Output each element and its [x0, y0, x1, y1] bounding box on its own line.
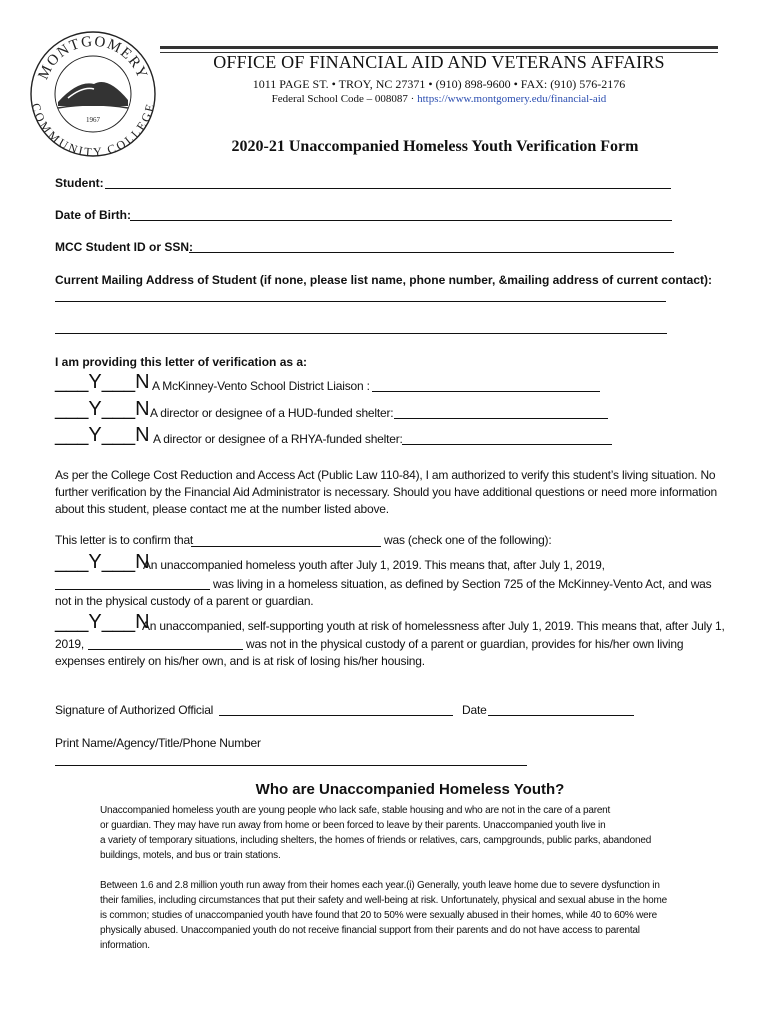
- option-1-line-3: not in the physical custody of a parent or guardian.: [55, 594, 314, 608]
- print-name-label: Print Name/Agency/Title/Phone Number: [55, 736, 261, 750]
- option-1-yn-marker[interactable]: ___Y___N: [55, 551, 150, 573]
- student-input-line[interactable]: [105, 188, 671, 189]
- info-p2-line-1: Between 1.6 and 2.8 million youth run away from their homes each year.(i) Generally, youth leave home due to severe dysfunction in: [100, 880, 660, 891]
- info-p1-line-4: buildings, motels, and bus or train stations.: [100, 850, 281, 861]
- option-2-line-2-suffix: was not in the physical custody of a parent or guardian, provides for his/her own living: [246, 637, 684, 651]
- info-heading: Who are Unaccompanied Homeless Youth?: [255, 781, 565, 798]
- dob-label: Date of Birth:: [55, 208, 131, 222]
- option-1-line-2: was living in a homeless situation, as defined by Section 725 of the McKinney-Vento Act, and was: [213, 577, 712, 591]
- school-code-line: [160, 93, 718, 105]
- option-1-student-line[interactable]: [55, 589, 210, 590]
- logo-bottom-text: COMMUNITY COLLEGE: [28, 101, 157, 158]
- dob-input-line[interactable]: [130, 220, 672, 221]
- confirm-student-line[interactable]: [191, 546, 381, 547]
- info-p2-line-2: their families, including circumstances that put their safety and well-being at risk. Unfortunately, physical and sexual abuse in the home: [100, 895, 667, 906]
- logo-top-text: MONTGOMERY: [35, 33, 151, 83]
- mailing-address-line-1[interactable]: [55, 301, 666, 302]
- college-logo: [28, 28, 158, 158]
- option-2-yn-marker[interactable]: ___Y___N: [55, 611, 150, 633]
- role-3-input-line[interactable]: [402, 444, 612, 445]
- office-address: 1011 PAGE ST. • TROY, NC 27371 • (910) 898-9600 • FAX: (910) 576-2176: [252, 77, 626, 91]
- role-3-yn-marker[interactable]: ___Y___N: [55, 424, 150, 446]
- role-2-yn-marker[interactable]: ___Y___N: [55, 398, 150, 420]
- info-p2-line-3: is common; studies of unaccompanied youth have found that 20 to 50% were sexually abused in their homes, while 40 to 60% were: [100, 910, 658, 921]
- header-rule-top: [160, 46, 718, 49]
- form-title: 2020-21 Unaccompanied Homeless Youth Verification Form: [231, 138, 639, 155]
- logo-year: 1967: [86, 116, 100, 124]
- role-1-label: A McKinney-Vento School District Liaison :: [152, 379, 370, 393]
- act-line-2: further verification by the Financial Aid Administrator is necessary. Should you have additional questions or need more information: [55, 485, 717, 499]
- student-label: Student:: [55, 176, 104, 190]
- info-p1-line-2: or guardian. They may have run away from home or been forced to leave by their parents. Unaccompanied youth live in: [100, 820, 606, 831]
- info-p2-line-4: physically abused. Unaccompanied youth do not receive financial support from their parents and do not have access to parental: [100, 925, 640, 936]
- option-2-line-1: An unaccompanied, self-supporting youth at risk of homelessness after July 1, 2019. This means that, after July 1,: [142, 619, 725, 633]
- role-1-yn-marker[interactable]: ___Y___N: [55, 371, 150, 393]
- option-2-line-2-prefix: 2019,: [55, 637, 85, 651]
- verification-intro: I am providing this letter of verification as a:: [55, 355, 308, 369]
- mcc-id-input-line[interactable]: [189, 252, 674, 253]
- role-1-input-line[interactable]: [372, 391, 600, 392]
- info-p1-line-1: Unaccompanied homeless youth are young people who lack safe, stable housing and who are not in the care of a parent: [100, 805, 611, 816]
- confirm-suffix: was (check one of the following):: [384, 533, 552, 547]
- role-3-label: A director or designee of a RHYA-funded shelter:: [153, 432, 403, 446]
- website-link[interactable]: https://www.montgomery.edu/financial-aid: [417, 93, 607, 105]
- act-paragraph: [55, 467, 745, 518]
- print-name-input-line[interactable]: [55, 765, 527, 766]
- option-1-line-1: An unaccompanied homeless youth after July 1, 2019. This means that, after July 1, 2019,: [143, 558, 605, 572]
- info-p2-line-5: information.: [100, 940, 150, 951]
- signature-label: Signature of Authorized Official: [55, 703, 214, 717]
- act-line-3: about this student, please contact me at the number listed above.: [55, 502, 389, 516]
- option-2-student-line[interactable]: [88, 649, 243, 650]
- info-p1-line-3: a variety of temporary situations, including shelters, the homes of friends or relatives, cars, campgrounds, public parks, abandoned: [100, 835, 652, 846]
- info-paragraph-1: [100, 803, 740, 863]
- act-line-1: As per the College Cost Reduction and Access Act (Public Law 110-84), I am authorized to verify this student’s living situation. No: [55, 468, 716, 482]
- date-input-line[interactable]: [488, 715, 634, 716]
- mailing-address-label: Current Mailing Address of Student (if none, please list name, phone number, &mailing address of current contact):: [55, 273, 712, 287]
- info-paragraph-2: [100, 878, 740, 953]
- role-2-label: A director or designee of a HUD-funded shelter:: [150, 406, 394, 420]
- role-2-input-line[interactable]: [394, 418, 608, 419]
- option-2-line-3: expenses entirely on his/her own, and is at risk of losing his/her housing.: [55, 654, 425, 668]
- date-label: Date: [462, 703, 487, 717]
- mcc-id-label: MCC Student ID or SSN:: [55, 240, 193, 254]
- office-title: OFFICE OF FINANCIAL AID AND VETERANS AFFAIRS: [213, 52, 665, 72]
- signature-input-line[interactable]: [219, 715, 453, 716]
- confirm-prefix: This letter is to confirm that: [55, 533, 194, 547]
- mailing-address-line-2[interactable]: [55, 333, 667, 334]
- school-code: Federal School Code – 008087 ·: [271, 93, 418, 105]
